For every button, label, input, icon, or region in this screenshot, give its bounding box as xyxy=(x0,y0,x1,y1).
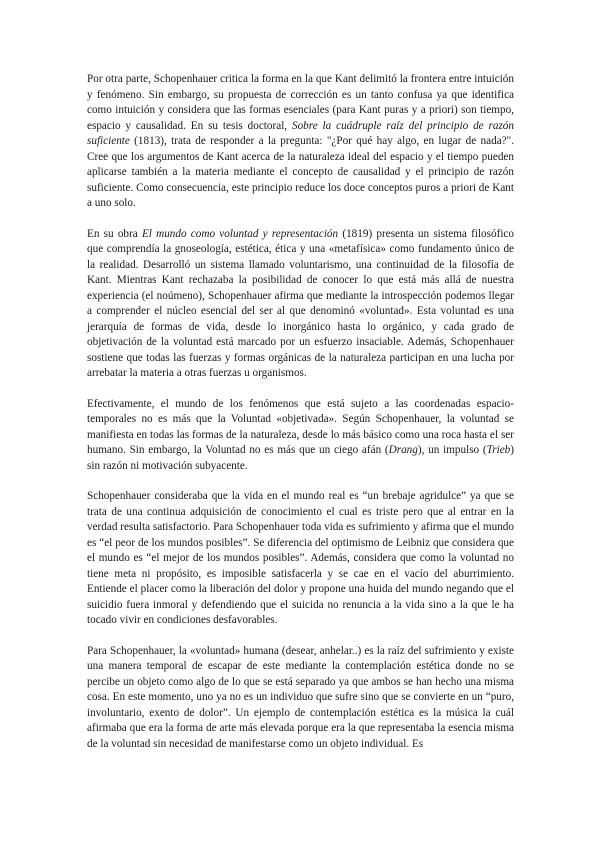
foreign-term: Drang xyxy=(388,444,418,456)
text-run: Schopenhauer consideraba que la vida en el mundo real es “un brebaje agridulce” ya que se trata de una continua adquisición de conocimiento el cual es triste pero que al entrar en la verdad resulta satisfactorio. Para Schopenhauer toda vida es sufrimiento y afirma que el mundo es “el peor de los mundos posibles”. Se diferencia del optimismo de Leibniz que considera que el mundo es “el mejor de los mundos posibles”. Además, considera que como la voluntad no tiene meta ni propósito, es imposible satisfacerla y se cae en el vacío del aburrimiento. Entiende el placer como la liberación del dolor y propone una huida del mundo negando que el suicidio fuera inmoral y defendiendo que el suicida no renuncia a la vida sino a la que le ha tocado vivir en condiciones desfavorables. xyxy=(87,490,514,626)
text-run: Para Schopenhauer, la «voluntad» humana (desear, anhelar..) es la raíz del sufrimiento y existe una manera temporal de escapar de este mediante la contemplación estética donde no se percibe un objeto como algo de lo que se está separado ya que ambos se han hecho una misma cosa. En este momento, uno ya no es un individuo que sufre sino que se convierte en un “puro, involuntario, exento de dolor”. Un ejemplo de contemplación estética es la música la cuál afirmaba que era la forma de arte más elevada porque era la que representaba la esencia misma de la voluntad sin necesidad de manifestarse como un objeto individual. Es xyxy=(87,644,514,750)
text-run: (1819) presenta un sistema filosófico que comprendía la gnoseología, estética, ética y una «metafísica» como fundamento único de la realidad. Desarrolló un sistema llamado voluntarismo, una continuidad de la filosofía de Kant. Mientras Kant rechazaba la posibilidad de conocer lo que está más allá de nuestra experiencia (el noúmeno), Schopenhauer afirma que mediante la introspección podemos llegar a comprender el núcleo esencial del ser al que denominó «voluntad». Esta voluntad es una jerarquía de formas de vida, desde lo inorgánico hasta lo orgánico, y cada grado de objetivación de la voluntad está marcado por un esfuerzo insaciable. Además, Schopenhauer sostiene que todas las fuerzas y formas orgánicas de la naturaleza participan en una lucha por arrebatar la materia a otras fuerzas u organismos. xyxy=(87,227,514,379)
text-run: ), un impulso ( xyxy=(417,444,487,456)
paragraph xyxy=(87,72,514,212)
foreign-term: Trieb xyxy=(486,444,511,456)
text-run: (1813), trata de responder a la pregunta: "¿Por qué hay algo, en lugar de nada?". Cree que los argumentos de Kant acerca de la naturaleza ideal del espacio y el tiempo pueden aplicarse también a la materia mediante el concepto de causalidad y el principio de razón suficiente. Como consecuencia, este principio reduce los doce conceptos puros a priori de Kant a uno solo. xyxy=(87,135,514,209)
text-run: En su obra xyxy=(87,227,142,240)
document-body xyxy=(87,72,514,752)
paragraph xyxy=(87,397,514,475)
text-run: Efectivamente, el mundo de los fenómenos que está sujeto a las coordenadas espacio-temporales no es más que la Voluntad «objetivada». Según Schopenhauer, la voluntad se manifiesta en todas las formas de la naturaleza, desde lo más básico como una roca hasta el ser humano. Sin embargo, la Voluntad no es más que un ciego afán ( xyxy=(87,397,514,456)
paragraph xyxy=(87,644,514,753)
paragraph xyxy=(87,489,514,629)
text-run: Por otra parte, Schopenhauer critica la forma en la que Kant delimitó la frontera entre intuición y fenómeno. Sin embargo, su propuesta de corrección es un tanto confusa ya que identifica como intuición y considera que las formas esenciales (para Kant puras y a priori) son tiempo, espacio y causalidad. En su tesis doctoral, xyxy=(87,73,514,132)
book-title: Sobre la cuádruple raíz del principio de razón suficiente xyxy=(87,119,514,147)
book-title: El mundo como voluntad y representación xyxy=(141,227,339,240)
text-run: ) sin razón ni motivación subyacente. xyxy=(87,444,514,472)
paragraph xyxy=(87,227,514,382)
